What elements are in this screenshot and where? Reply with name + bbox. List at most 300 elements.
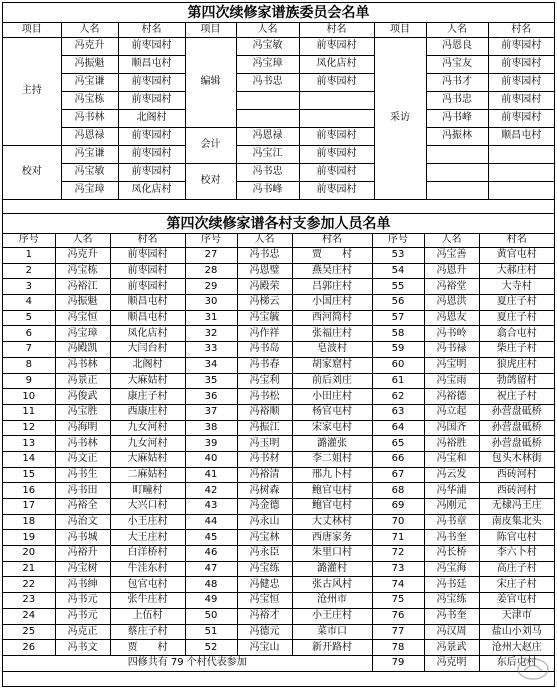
person-name: 冯书奎 bbox=[424, 608, 479, 624]
person-name: 冯书廷 bbox=[424, 577, 479, 593]
roster-row bbox=[3, 342, 554, 358]
person-name: 冯书才 bbox=[426, 73, 488, 91]
empty-cell bbox=[426, 145, 488, 163]
seq-number: 46 bbox=[185, 546, 237, 562]
person-name: 冯宝练 bbox=[237, 561, 292, 577]
person-name: 冯宝胜 bbox=[55, 404, 110, 420]
seq-number: 21 bbox=[3, 561, 55, 577]
committee-header-row bbox=[3, 23, 554, 37]
seq-number: 23 bbox=[3, 593, 55, 609]
village-name: 新开路村 bbox=[292, 640, 372, 656]
roster-title: 第四次续修家谱各村支参加人员名单 bbox=[3, 214, 554, 234]
person-name: 冯裕才 bbox=[237, 608, 292, 624]
person-name: 冯长桥 bbox=[424, 546, 479, 562]
village-name: 西砖河村 bbox=[479, 467, 554, 483]
seq-number: 29 bbox=[185, 279, 237, 295]
village-name: 陈官屯村 bbox=[479, 530, 554, 546]
person-name: 冯宝练 bbox=[424, 593, 479, 609]
person-name: 冯永山 bbox=[237, 514, 292, 530]
header-cell: 村名 bbox=[110, 234, 185, 248]
village-name: 潞灌村 bbox=[292, 561, 372, 577]
committee-row bbox=[3, 37, 554, 55]
village-name: 北阁村 bbox=[118, 109, 185, 127]
seq-number: 32 bbox=[185, 326, 237, 342]
village-name: 大王庄村 bbox=[110, 530, 185, 546]
roster-row bbox=[3, 483, 554, 499]
roster-footer-note: 四修共有 79 个村代表参加 bbox=[3, 655, 372, 671]
seq-number: 9 bbox=[3, 373, 55, 389]
person-name: 冯书林 bbox=[55, 436, 110, 452]
person-name: 冯书岛 bbox=[237, 342, 292, 358]
seq-number: 27 bbox=[185, 248, 237, 264]
roster-header-row bbox=[3, 234, 554, 248]
committee-row bbox=[3, 163, 554, 181]
seq-number: 33 bbox=[185, 342, 237, 358]
village-name: 前枣园村 bbox=[118, 73, 185, 91]
village-name: 孙营盘砥桥 bbox=[479, 436, 554, 452]
village-name: 小国庄村 bbox=[292, 295, 372, 311]
person-name: 冯宝敏 bbox=[236, 37, 299, 55]
person-name: 冯书忠 bbox=[426, 91, 488, 109]
village-name: 前枣园村 bbox=[110, 248, 185, 264]
header-cell: 序号 bbox=[3, 234, 55, 248]
roster-row bbox=[3, 530, 554, 546]
village-name: 沧州市 bbox=[292, 593, 372, 609]
village-name: 翕合屯村 bbox=[479, 326, 554, 342]
person-name: 冯书岭 bbox=[424, 326, 479, 342]
seq-number: 3 bbox=[3, 279, 55, 295]
village-name: 前枣园村 bbox=[118, 91, 185, 109]
village-name: 李六卜村 bbox=[479, 546, 554, 562]
person-name: 冯书松 bbox=[237, 389, 292, 405]
person-name: 冯宝栋 bbox=[55, 263, 110, 279]
person-name: 冯宝山 bbox=[237, 640, 292, 656]
seq-number: 63 bbox=[372, 404, 424, 420]
person-name: 冯书禄 bbox=[424, 342, 479, 358]
person-name: 冯振魁 bbox=[55, 295, 110, 311]
seq-number: 50 bbox=[185, 608, 237, 624]
person-name: 冯景武 bbox=[424, 640, 479, 656]
village-name bbox=[299, 109, 374, 127]
seq-number: 18 bbox=[3, 514, 55, 530]
person-name: 冯宝雨 bbox=[424, 373, 479, 389]
seq-number: 72 bbox=[372, 546, 424, 562]
seq-number: 45 bbox=[185, 530, 237, 546]
village-name: 前枣园村 bbox=[299, 181, 374, 199]
village-name: 上伍村 bbox=[110, 608, 185, 624]
roster-row bbox=[3, 436, 554, 452]
roster-row bbox=[3, 561, 554, 577]
person-name: 冯书忠 bbox=[237, 248, 292, 264]
village-name: 前枣园村 bbox=[299, 163, 374, 181]
person-name: 冯宝善 bbox=[424, 248, 479, 264]
person-name: 冯景正 bbox=[55, 373, 110, 389]
village-name: 前枣园村 bbox=[488, 37, 554, 55]
section-gap bbox=[3, 200, 554, 214]
village-name: 杨官屯村 bbox=[292, 404, 372, 420]
seq-number: 51 bbox=[185, 624, 237, 640]
seq-number: 52 bbox=[185, 640, 237, 656]
person-name: 冯立起 bbox=[424, 404, 479, 420]
seq-number: 36 bbox=[185, 389, 237, 405]
village-name: 西河简村 bbox=[292, 310, 372, 326]
group-label-bianji: 编辑 bbox=[185, 37, 236, 127]
seq-number: 5 bbox=[3, 310, 55, 326]
seq-number: 38 bbox=[185, 420, 237, 436]
village-name: 大闫台村 bbox=[110, 342, 185, 358]
seq-number: 64 bbox=[372, 420, 424, 436]
village-name: 黄官屯村 bbox=[479, 248, 554, 264]
header-cell: 人名 bbox=[424, 234, 479, 248]
village-name: 北阁村 bbox=[110, 357, 185, 373]
village-name: 夏庄子村 bbox=[479, 310, 554, 326]
village-name: 前枣园村 bbox=[299, 73, 374, 91]
village-name: 勃鸽留村 bbox=[479, 373, 554, 389]
seq-number: 48 bbox=[185, 577, 237, 593]
person-name bbox=[236, 91, 299, 109]
person-name: 冯云发 bbox=[424, 467, 479, 483]
seq-number: 25 bbox=[3, 624, 55, 640]
person-name: 冯宝和 bbox=[424, 451, 479, 467]
village-name: 西唐家务 bbox=[292, 530, 372, 546]
person-name: 冯书忠 bbox=[236, 73, 299, 91]
committee-row bbox=[3, 55, 554, 73]
village-name: 大丈林村 bbox=[292, 514, 372, 530]
committee-row bbox=[3, 181, 554, 199]
village-name: 柴庄子村 bbox=[479, 342, 554, 358]
header-cell: 人名 bbox=[55, 234, 110, 248]
roster-row bbox=[3, 404, 554, 420]
village-name: 小王庄村 bbox=[292, 608, 372, 624]
person-name: 冯宝利 bbox=[237, 373, 292, 389]
roster-row bbox=[3, 467, 554, 483]
person-name: 冯华浦 bbox=[424, 483, 479, 499]
person-name: 冯殿凯 bbox=[55, 342, 110, 358]
person-name: 冯书元 bbox=[55, 593, 110, 609]
roster-row bbox=[3, 295, 554, 311]
seq-number: 15 bbox=[3, 467, 55, 483]
person-name: 冯克升 bbox=[55, 248, 110, 264]
person-name: 冯恩升 bbox=[424, 263, 479, 279]
village-name: 潞灌张 bbox=[292, 436, 372, 452]
village-name: 大兴口村 bbox=[110, 499, 185, 515]
group-label-jiaodui: 校对 bbox=[3, 145, 61, 199]
seq-number: 60 bbox=[372, 357, 424, 373]
seq-number: 67 bbox=[372, 467, 424, 483]
person-name bbox=[236, 109, 299, 127]
seq-number: 62 bbox=[372, 389, 424, 405]
person-name: 冯裕江 bbox=[55, 279, 110, 295]
village-name: 朱里口村 bbox=[292, 546, 372, 562]
person-name: 冯恩禄 bbox=[61, 127, 118, 145]
seq-number: 14 bbox=[3, 451, 55, 467]
person-name: 冯宝敏 bbox=[61, 163, 118, 181]
roster-row bbox=[3, 248, 554, 264]
person-name: 冯宝璋 bbox=[55, 326, 110, 342]
village-name: 宋家屯村 bbox=[292, 420, 372, 436]
person-name: 冯宝明 bbox=[424, 357, 479, 373]
person-name: 冯树森 bbox=[237, 483, 292, 499]
seq-number: 68 bbox=[372, 483, 424, 499]
village-name: 蔡庄子村 bbox=[110, 624, 185, 640]
person-name: 冯宝璋 bbox=[236, 55, 299, 73]
village-name: 贾 村 bbox=[110, 640, 185, 656]
village-name: 大寺村 bbox=[479, 279, 554, 295]
person-name: 冯书材 bbox=[237, 451, 292, 467]
person-name: 冯裕升 bbox=[55, 546, 110, 562]
person-name: 冯书田 bbox=[55, 483, 110, 499]
person-name: 冯恩良 bbox=[426, 37, 488, 55]
seq-number: 74 bbox=[372, 577, 424, 593]
roster-row bbox=[3, 373, 554, 389]
roster-row bbox=[3, 263, 554, 279]
seq-number: 61 bbox=[372, 373, 424, 389]
group-label-kuaiji: 会计 bbox=[185, 127, 236, 163]
person-name: 冯文正 bbox=[55, 451, 110, 467]
person-name: 冯健忠 bbox=[237, 577, 292, 593]
village-name: 前后刘庄 bbox=[292, 373, 372, 389]
person-name: 冯恩友 bbox=[424, 310, 479, 326]
person-name: 冯书峰 bbox=[426, 109, 488, 127]
village-name: 大麻姑村 bbox=[110, 373, 185, 389]
header-cell: 序号 bbox=[185, 234, 237, 248]
roster-row bbox=[3, 310, 554, 326]
village-name: 前枣园村 bbox=[488, 109, 554, 127]
roster-row bbox=[3, 514, 554, 530]
village-name: 皂波村 bbox=[292, 342, 372, 358]
village-name: 白洋桥村 bbox=[110, 546, 185, 562]
village-name: 前枣园村 bbox=[299, 127, 374, 145]
person-name: 冯裕顺 bbox=[237, 404, 292, 420]
village-name: 前枣园村 bbox=[118, 145, 185, 163]
village-name: 九女河村 bbox=[110, 420, 185, 436]
person-name: 冯宝友 bbox=[426, 55, 488, 73]
seq-number: 39 bbox=[185, 436, 237, 452]
village-name: 南皮集北头 bbox=[479, 514, 554, 530]
header-cell: 村名 bbox=[479, 234, 554, 248]
village-name: 张福庄村 bbox=[292, 326, 372, 342]
person-name: 冯书城 bbox=[55, 530, 110, 546]
seq-number: 75 bbox=[372, 593, 424, 609]
roster-row bbox=[3, 624, 554, 640]
village-name: 前枣园村 bbox=[110, 263, 185, 279]
person-name: 冯振江 bbox=[237, 420, 292, 436]
person-name: 冯宝栋 bbox=[61, 91, 118, 109]
committee-row bbox=[3, 91, 554, 109]
committee-title: 第四次续修家谱族委员会名单 bbox=[3, 3, 554, 23]
seq-number: 20 bbox=[3, 546, 55, 562]
person-name: 冯宝海 bbox=[424, 561, 479, 577]
seq-number: 59 bbox=[372, 342, 424, 358]
seq-number: 13 bbox=[3, 436, 55, 452]
village-name: 李二姐村 bbox=[292, 451, 372, 467]
header-cell: 项目 bbox=[185, 23, 236, 37]
seq-number: 53 bbox=[372, 248, 424, 264]
seq-number: 22 bbox=[3, 577, 55, 593]
person-name: 冯宝谦 bbox=[61, 145, 118, 163]
village-name: 前枣园村 bbox=[118, 163, 185, 181]
header-cell: 人名 bbox=[426, 23, 488, 37]
seq-number: 58 bbox=[372, 326, 424, 342]
person-name: 冯俊武 bbox=[55, 389, 110, 405]
roster-row bbox=[3, 608, 554, 624]
person-name: 冯克升 bbox=[61, 37, 118, 55]
seq-number: 12 bbox=[3, 420, 55, 436]
person-name: 冯海明 bbox=[55, 420, 110, 436]
header-cell: 村名 bbox=[118, 23, 185, 37]
person-name: 冯书奎 bbox=[424, 530, 479, 546]
person-name: 冯宝恒 bbox=[237, 593, 292, 609]
village-name: 燕吴庄村 bbox=[292, 263, 372, 279]
person-name: 冯恩禄 bbox=[236, 127, 299, 145]
empty-cell bbox=[488, 145, 554, 163]
seq-number: 37 bbox=[185, 404, 237, 420]
seq-number: 4 bbox=[3, 295, 55, 311]
roster-row bbox=[3, 577, 554, 593]
person-name: 冯宝林 bbox=[237, 530, 292, 546]
village-name: 前枣园村 bbox=[299, 145, 374, 163]
header-cell: 村名 bbox=[488, 23, 554, 37]
committee-row bbox=[3, 73, 554, 91]
person-name: 冯书生 bbox=[55, 467, 110, 483]
village-name: 张牛庄村 bbox=[110, 593, 185, 609]
person-name: 冯书忠 bbox=[236, 163, 299, 181]
person-name: 冯治文 bbox=[55, 514, 110, 530]
seq-number: 24 bbox=[3, 608, 55, 624]
empty-cell bbox=[426, 181, 488, 199]
village-name: 沧州大赵庄 bbox=[479, 640, 554, 656]
person-name: 冯书林 bbox=[55, 357, 110, 373]
person-name: 冯宝璋 bbox=[61, 181, 118, 199]
village-name: 前枣园村 bbox=[488, 55, 554, 73]
person-name: 冯书林 bbox=[61, 109, 118, 127]
village-name: 东后屯村 bbox=[479, 655, 554, 671]
village-name: 小田庄村 bbox=[292, 389, 372, 405]
person-name: 冯克正 bbox=[55, 624, 110, 640]
header-cell: 人名 bbox=[236, 23, 299, 37]
seq-number: 73 bbox=[372, 561, 424, 577]
seq-number: 6 bbox=[3, 326, 55, 342]
document-page bbox=[2, 2, 555, 687]
roster-row bbox=[3, 420, 554, 436]
roster-row bbox=[3, 593, 554, 609]
committee-table bbox=[3, 23, 554, 200]
roster-row bbox=[3, 389, 554, 405]
seq-number: 71 bbox=[372, 530, 424, 546]
village-name: 高庄子村 bbox=[479, 561, 554, 577]
village-name: 西康庄村 bbox=[110, 404, 185, 420]
header-cell: 项目 bbox=[374, 23, 426, 37]
person-name: 冯裕全 bbox=[55, 499, 110, 515]
seq-number: 8 bbox=[3, 357, 55, 373]
village-name: 盐山小刘马 bbox=[479, 624, 554, 640]
village-name: 二麻姑村 bbox=[110, 467, 185, 483]
person-name: 冯振魁 bbox=[61, 55, 118, 73]
seq-number: 79 bbox=[372, 655, 424, 671]
group-label-zhuchi: 主持 bbox=[3, 37, 61, 145]
seq-number: 40 bbox=[185, 451, 237, 467]
seq-number: 34 bbox=[185, 357, 237, 373]
village-name bbox=[299, 91, 374, 109]
person-name: 冯殿荣 bbox=[237, 279, 292, 295]
village-name: 前枣园村 bbox=[110, 279, 185, 295]
seq-number: 69 bbox=[372, 499, 424, 515]
seq-number: 44 bbox=[185, 514, 237, 530]
village-name: 大郝庄村 bbox=[479, 263, 554, 279]
watermark-logo bbox=[516, 656, 550, 682]
roster-table bbox=[3, 234, 554, 672]
person-name: 冯刚元 bbox=[424, 499, 479, 515]
header-cell: 序号 bbox=[372, 234, 424, 248]
person-name: 冯永臣 bbox=[237, 546, 292, 562]
village-name: 鲍官屯村 bbox=[292, 483, 372, 499]
seq-number: 43 bbox=[185, 499, 237, 515]
village-name: 狼虎庄村 bbox=[479, 357, 554, 373]
village-name: 邢九卜村 bbox=[292, 467, 372, 483]
roster-row bbox=[3, 655, 554, 671]
village-name: 小王庄村 bbox=[110, 514, 185, 530]
village-name: 祝庄子村 bbox=[479, 389, 554, 405]
village-name: 町疃村 bbox=[110, 483, 185, 499]
group-label-jiaodui2: 校对 bbox=[185, 163, 236, 199]
village-name: 菜市口 bbox=[292, 624, 372, 640]
seq-number: 26 bbox=[3, 640, 55, 656]
village-name: 包官屯村 bbox=[110, 577, 185, 593]
village-name: 孙营盘砥桥 bbox=[479, 420, 554, 436]
person-name: 冯裕胜 bbox=[424, 436, 479, 452]
person-name: 冯裕清 bbox=[237, 467, 292, 483]
header-cell: 项目 bbox=[3, 23, 61, 37]
seq-number: 77 bbox=[372, 624, 424, 640]
roster-body bbox=[3, 248, 554, 672]
village-name: 吕郭庄村 bbox=[292, 279, 372, 295]
committee-row bbox=[3, 109, 554, 127]
village-name: 凤化店村 bbox=[299, 55, 374, 73]
village-name: 姜官屯村 bbox=[479, 593, 554, 609]
person-name: 冯裕德 bbox=[424, 389, 479, 405]
seq-number: 19 bbox=[3, 530, 55, 546]
village-name: 大麻姑村 bbox=[110, 451, 185, 467]
group-label-caifang: 采访 bbox=[374, 37, 426, 199]
seq-number: 11 bbox=[3, 404, 55, 420]
village-name: 前枣园村 bbox=[118, 127, 185, 145]
village-name: 顺昌屯村 bbox=[110, 295, 185, 311]
roster-row bbox=[3, 546, 554, 562]
header-cell: 人名 bbox=[61, 23, 118, 37]
committee-row bbox=[3, 127, 554, 145]
person-name: 冯宝树 bbox=[55, 561, 110, 577]
seq-number: 56 bbox=[372, 295, 424, 311]
roster-row bbox=[3, 499, 554, 515]
seq-number: 1 bbox=[3, 248, 55, 264]
person-name: 冯恩璧 bbox=[237, 263, 292, 279]
seq-number: 2 bbox=[3, 263, 55, 279]
person-name: 冯梯云 bbox=[237, 295, 292, 311]
village-name: 张古风村 bbox=[292, 577, 372, 593]
person-name: 冯书文 bbox=[55, 640, 110, 656]
village-name: 前枣园村 bbox=[299, 37, 374, 55]
person-name: 冯宝毓 bbox=[237, 310, 292, 326]
village-name: 前枣园村 bbox=[488, 91, 554, 109]
person-name: 冯书元 bbox=[55, 608, 110, 624]
seq-number: 57 bbox=[372, 310, 424, 326]
village-name: 天津市 bbox=[479, 608, 554, 624]
seq-number: 35 bbox=[185, 373, 237, 389]
seq-number: 66 bbox=[372, 451, 424, 467]
roster-row bbox=[3, 451, 554, 467]
seq-number: 78 bbox=[372, 640, 424, 656]
village-name: 前枣园村 bbox=[488, 73, 554, 91]
